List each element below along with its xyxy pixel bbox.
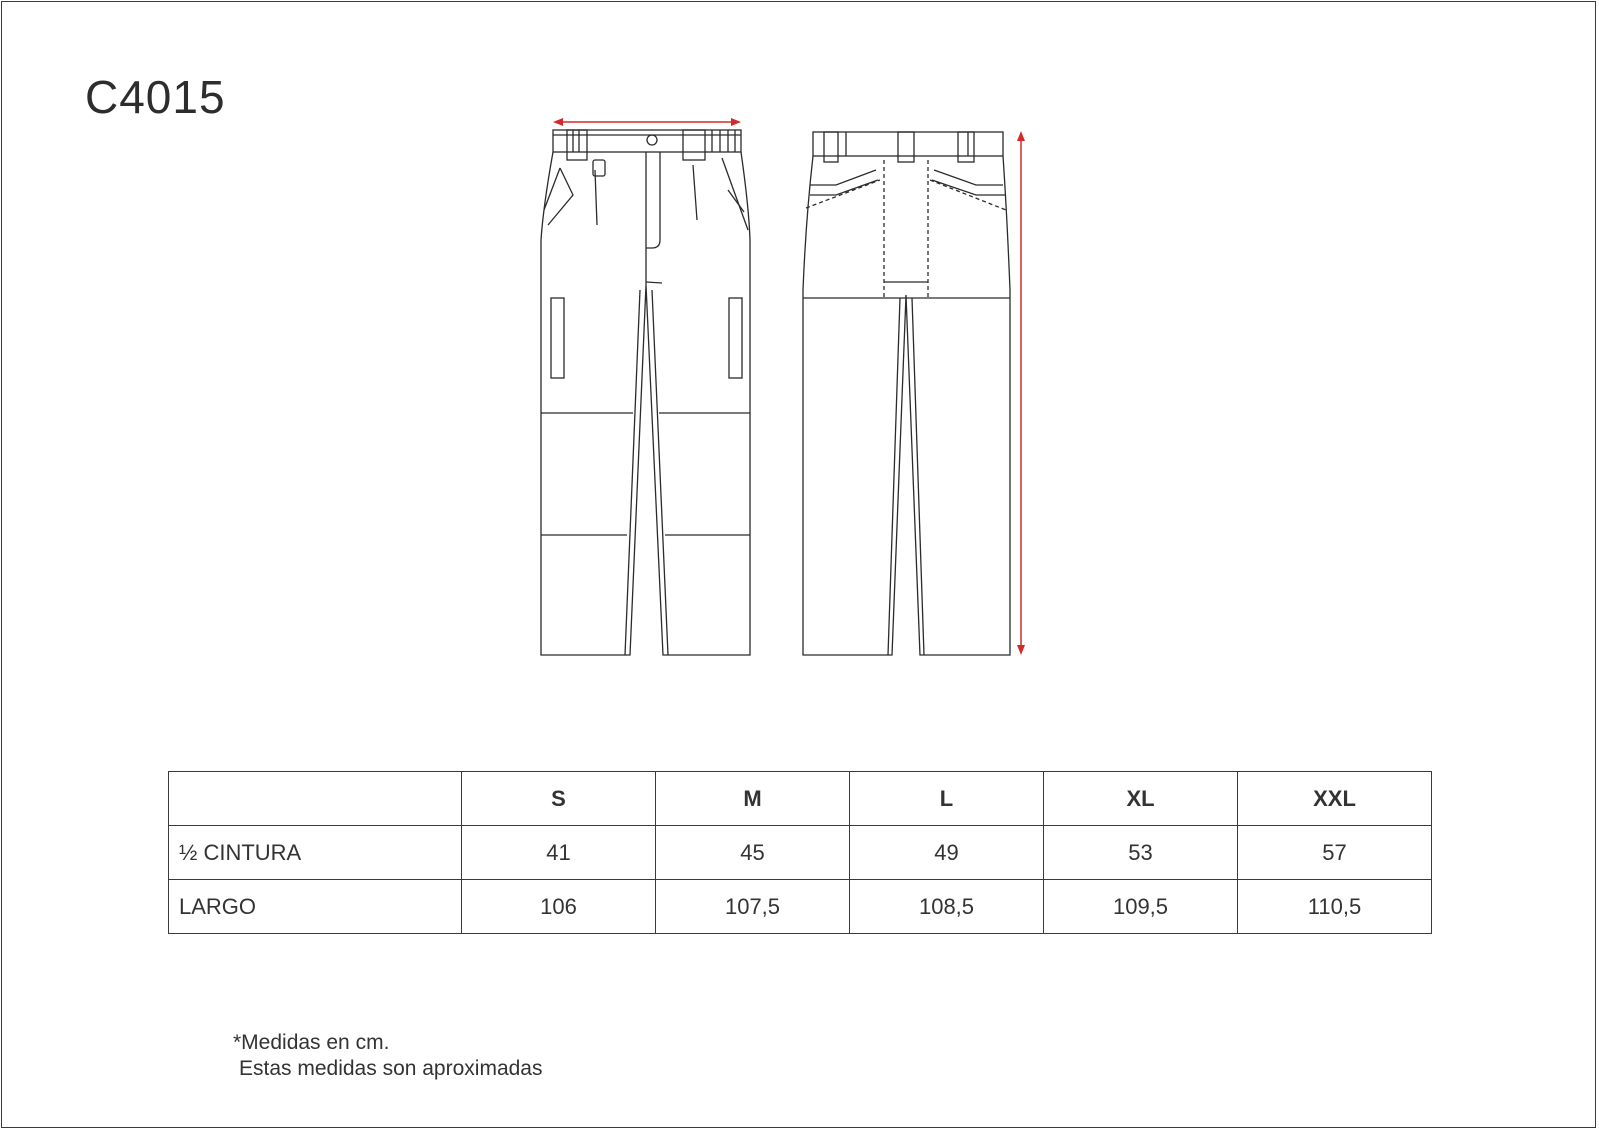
waist-measure-arrow xyxy=(553,118,741,126)
table-cell: 49 xyxy=(850,826,1044,880)
table-cell: 108,5 xyxy=(850,880,1044,934)
note-units: *Medidas en cm. xyxy=(233,1031,390,1054)
row-label-length: LARGO xyxy=(169,880,462,934)
header-size-l: L xyxy=(850,772,1044,826)
trousers-front-view xyxy=(541,130,750,655)
measurement-notes xyxy=(233,1030,543,1082)
table-cell: 45 xyxy=(656,826,850,880)
note-approximate: Estas medidas son aproximadas xyxy=(239,1057,543,1080)
table-cell: 106 xyxy=(462,880,656,934)
product-code: C4015 xyxy=(85,71,226,123)
header-size-s: S xyxy=(462,772,656,826)
header-size-xxl: XXL xyxy=(1238,772,1432,826)
table-row xyxy=(169,826,1432,880)
size-chart-table xyxy=(168,771,1432,934)
table-cell: 109,5 xyxy=(1044,880,1238,934)
length-measure-arrow xyxy=(1017,131,1025,655)
table-row xyxy=(169,880,1432,934)
table-cell: 41 xyxy=(462,826,656,880)
table-cell: 53 xyxy=(1044,826,1238,880)
header-empty xyxy=(169,772,462,826)
table-cell: 107,5 xyxy=(656,880,850,934)
table-cell: 110,5 xyxy=(1238,880,1432,934)
table-header-row xyxy=(169,772,1432,826)
row-label-half-waist: ½ CINTURA xyxy=(169,826,462,880)
trousers-back-view xyxy=(803,132,1010,655)
table-cell: 57 xyxy=(1238,826,1432,880)
header-size-xl: XL xyxy=(1044,772,1238,826)
header-size-m: M xyxy=(656,772,850,826)
